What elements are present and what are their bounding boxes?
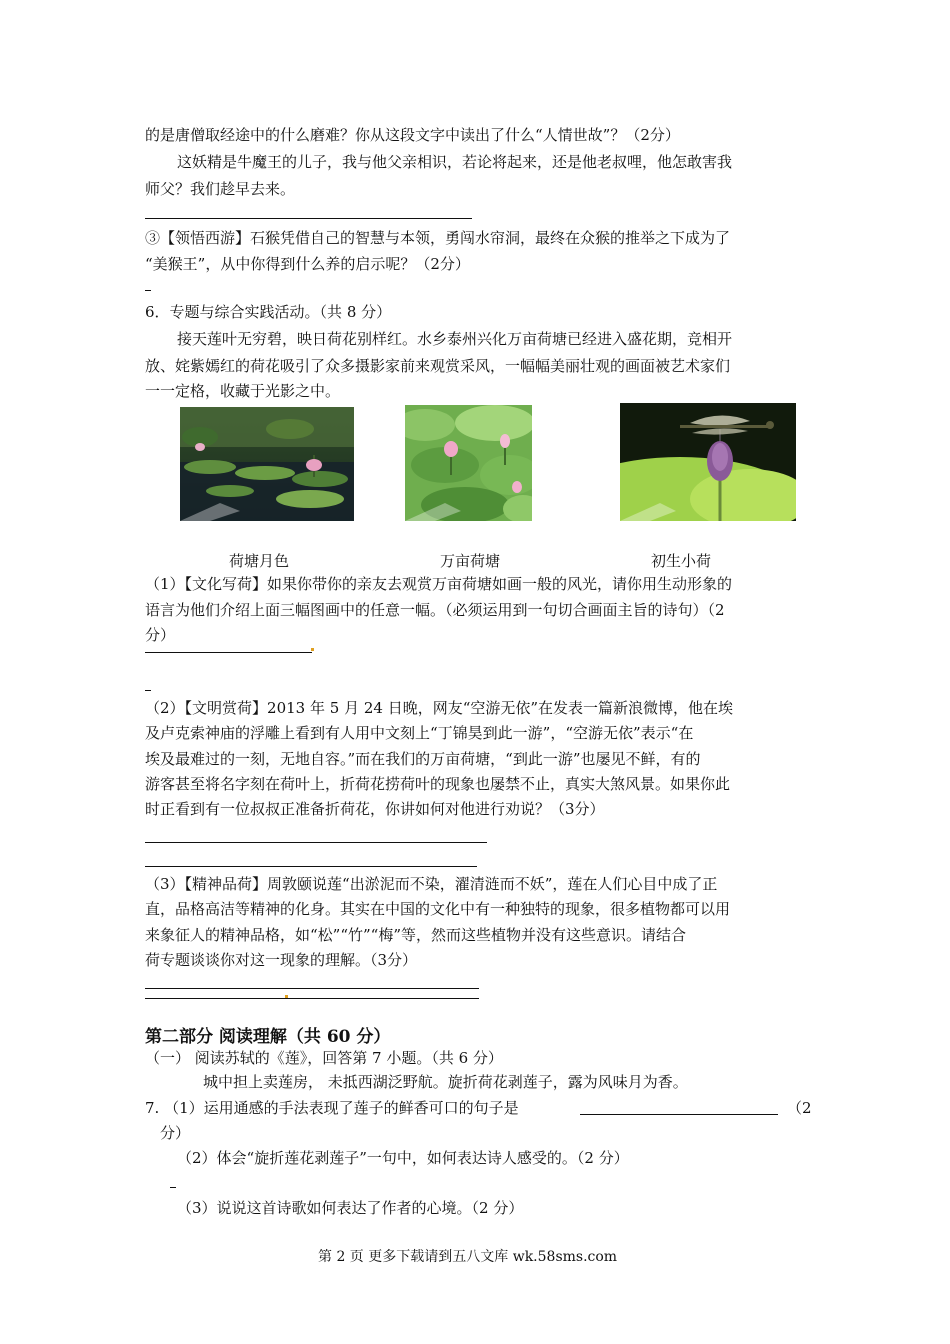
q6-intro-line-1: 接天莲叶无穷碧，映日荷花别样红。水乡泰州兴化万亩荷塘已经进入盛花期，竞相开 [177,330,733,348]
page-footer: 第 2 页 更多下载请到五八文库 wk.58sms.com [318,1249,618,1265]
p3-line-3: 来象征人的精神品格，如“松”“竹”“梅”等，然而这些植物并没有这些意识。请结合 [145,926,687,944]
p1-line-1: （1）【文化写荷】如果你带你的亲友去观赏万亩荷塘如画一般的风光，请你用生动形象的 [145,575,733,593]
p2-line-4: 游客甚至将名字刻在荷叶上，折荷花捞荷叶的现象也屡禁不止，真实大煞风景。如果你此 [145,775,731,793]
q7-part1-score: （2 [787,1099,812,1117]
q7-part2-text: （2）体会“旋折莲花剥莲子”一句中，如何表达诗人感受的。（2 分） [177,1149,629,1167]
young-lotus-dragonfly-photo [620,403,796,521]
marker-dot [311,648,314,651]
answer-line-short[interactable] [170,1187,176,1188]
q7-part1-text: 7. （1）运用通感的手法表现了莲子的鲜香可口的句子是 [145,1099,519,1117]
answer-line[interactable] [145,988,479,989]
q3-line-1: ③【领悟西游】石猴凭借自己的智慧与本领，勇闯水帘洞，最终在众猴的推举之下成为了 [145,229,731,247]
q7-answer-line[interactable] [580,1114,778,1115]
p1-line-3: 分） [145,626,176,644]
marker-dot [285,995,288,998]
caption-2: 万亩荷塘 [440,552,501,570]
section-one-title: （一） 阅读苏轼的《莲》，回答第 7 小题。（共 6 分） [145,1049,503,1067]
answer-line[interactable] [145,842,487,843]
answer-line[interactable] [145,866,477,867]
p2-line-2: 及卢克索神庙的浮雕上看到有人用中文刻上“丁锦昊到此一游”，“空游无依”表示“在 [145,724,694,742]
passage-line-2: 师父？我们趁早去来。 [145,180,296,198]
lotus-field-photo [405,405,532,521]
answer-line[interactable] [145,998,479,999]
question-continuation: 的是唐僧取经途中的什么磨难？你从这段文字中读出了什么“人情世故”？（2分） [145,126,680,144]
answer-line[interactable] [145,652,312,653]
q7-part3-text: （3）说说这首诗歌如何表达了作者的心境。（2 分） [177,1199,524,1217]
p2-line-3: 埃及最难过的一刻，无地自容。”而在我们的万亩荷塘，“到此一游”也屡见不鲜，有的 [145,750,701,768]
p3-line-2: 直，品格高洁等精神的化身。其实在中国的文化中有一种独特的现象，很多植物都可以用 [145,900,731,918]
p2-line-5: 时正看到有一位叔叔正准备折荷花，你讲如何对他进行劝说？（3分） [145,800,605,818]
p3-line-4: 荷专题谈谈你对这一现象的理解。（3分） [145,951,418,969]
q6-intro-line-3: 一一定格，收藏于光影之中。 [145,382,341,400]
caption-3: 初生小荷 [651,552,712,570]
answer-line[interactable] [145,218,472,219]
caption-1: 荷塘月色 [229,552,290,570]
lotus-pond-moonlight-photo [180,407,354,521]
answer-line-short[interactable] [145,290,151,291]
q7-part1-score-cont: 分） [160,1124,191,1142]
p3-line-1: （3）【精神品荷】周敦颐说莲“出淤泥而不染，濯清涟而不妖”，莲在人们心目中成了正 [145,875,718,893]
q3-line-2: “美猴王”，从中你得到什么养的启示呢？（2分） [145,255,470,273]
p2-line-1: （2）【文明赏荷】2013 年 5 月 24 日晚，网友“空游无依”在发表一篇新浪微博，他在埃 [145,699,734,717]
q6-intro-line-2: 放、姹紫嫣红的荷花吸引了众多摄影家前来观赏采风，一幅幅美丽壮观的画面被艺术家们 [145,357,731,375]
poem-text: 城中担上卖莲房， 未抵西湖泛野航。旋折荷花剥莲子，露为风味月为香。 [203,1073,688,1091]
answer-line-short[interactable] [145,690,151,691]
passage-line-1: 这妖精是牛魔王的儿子，我与他父亲相识，若论将起来，还是他老叔哩，他怎敢害我 [177,153,733,171]
q6-title: 6．专题与综合实践活动。（共 8 分） [145,303,392,321]
p1-line-2: 语言为他们介绍上面三幅图画中的任意一幅。（必须运用到一句切合画面主旨的诗句）（2 [145,601,725,619]
part-two-heading: 第二部分 阅读理解（共 60 分） [145,1027,391,1047]
